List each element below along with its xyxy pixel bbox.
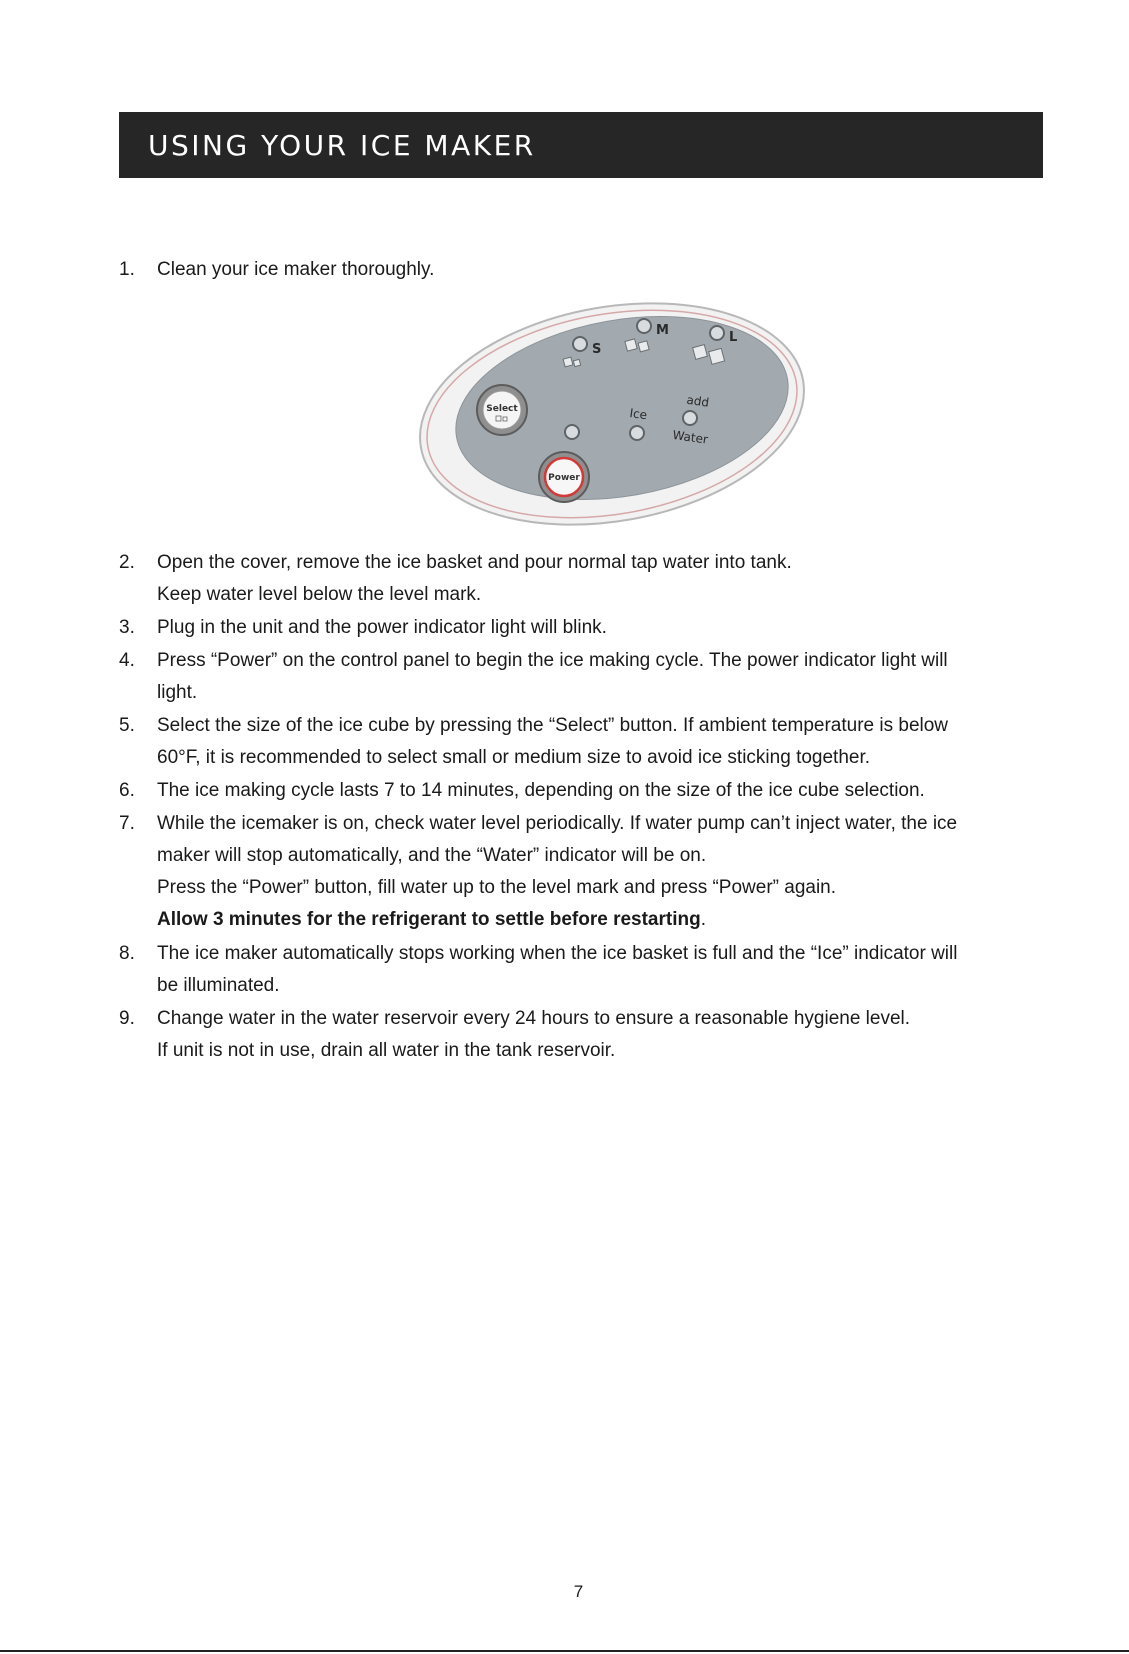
step-number: 6. — [119, 780, 135, 801]
step-text — [157, 612, 1052, 644]
step-line: light. — [157, 682, 198, 703]
step-line: The ice maker automatically stops working when the ice basket is full and the “Ice” indicator will — [157, 943, 958, 964]
svg-text:S: S — [592, 342, 602, 357]
step-line: be illuminated. — [157, 975, 280, 996]
step-line: Press the “Power” button, fill water up to the level mark and press “Power” again. — [157, 877, 837, 898]
section-title: USING YOUR ICE MAKER — [148, 128, 536, 162]
svg-text:Water: Water — [671, 427, 709, 447]
step-line: If unit is not in use, drain all water in the tank reservoir. — [157, 1040, 616, 1061]
step-text — [157, 547, 1052, 611]
step-number: 7. — [119, 813, 135, 834]
step-text — [157, 254, 1052, 286]
svg-text:Power: Power — [548, 473, 580, 483]
step-line: While the icemaker is on, check water level periodically. If water pump can’t inject water, the ice — [157, 813, 958, 834]
restart-warning: Allow 3 minutes for the refrigerant to settle before restarting — [157, 909, 701, 930]
step-line: Plug in the unit and the power indicator light will blink. — [157, 617, 607, 638]
control-panel-illustration — [416, 296, 808, 532]
step-text — [157, 645, 1052, 709]
step-line: Press “Power” on the control panel to begin the ice making cycle. The power indicator light will — [157, 650, 948, 671]
power-indicator-light — [565, 425, 579, 439]
svg-text:Ice: Ice — [628, 405, 648, 423]
step-number: 1. — [119, 259, 135, 280]
select-button[interactable] — [477, 385, 527, 435]
step-line: 60°F, it is recommended to select small or medium size to avoid ice sticking together. — [157, 747, 871, 768]
step-number: 2. — [119, 552, 135, 573]
step-line: Select the size of the ice cube by pressing the “Select” button. If ambient temperature is below — [157, 715, 949, 736]
step-number: 9. — [119, 1008, 135, 1029]
step-line: Keep water level below the level mark. — [157, 584, 482, 605]
step-number: 5. — [119, 715, 135, 736]
step-line: Clean your ice maker thoroughly. — [157, 259, 435, 280]
step-line: The ice making cycle lasts 7 to 14 minutes, depending on the size of the ice cube selection. — [157, 780, 925, 801]
page-bottom-rule — [0, 1650, 1129, 1652]
step-warning-line — [157, 904, 1052, 936]
section-header-bar — [119, 112, 1043, 178]
step-number: 8. — [119, 943, 135, 964]
step-number: 3. — [119, 617, 135, 638]
step-text — [157, 775, 1052, 807]
step-line: Change water in the water reservoir every 24 hours to ensure a reasonable hygiene level. — [157, 1008, 911, 1029]
svg-text:add: add — [685, 392, 711, 410]
svg-text:L: L — [729, 330, 738, 345]
step-text — [157, 1003, 1052, 1067]
step-text — [157, 808, 1052, 936]
svg-text:M: M — [656, 323, 669, 338]
svg-text:Select: Select — [486, 404, 518, 414]
step-text — [157, 710, 1052, 774]
step-line: Open the cover, remove the ice basket and pour normal tap water into tank. — [157, 552, 792, 573]
warning-period: . — [700, 909, 706, 930]
page-number: 7 — [573, 1582, 584, 1601]
step-text — [157, 938, 1052, 1002]
step-line: maker will stop automatically, and the “Water” indicator will be on. — [157, 845, 707, 866]
step-number: 4. — [119, 650, 135, 671]
power-button[interactable] — [539, 452, 589, 502]
